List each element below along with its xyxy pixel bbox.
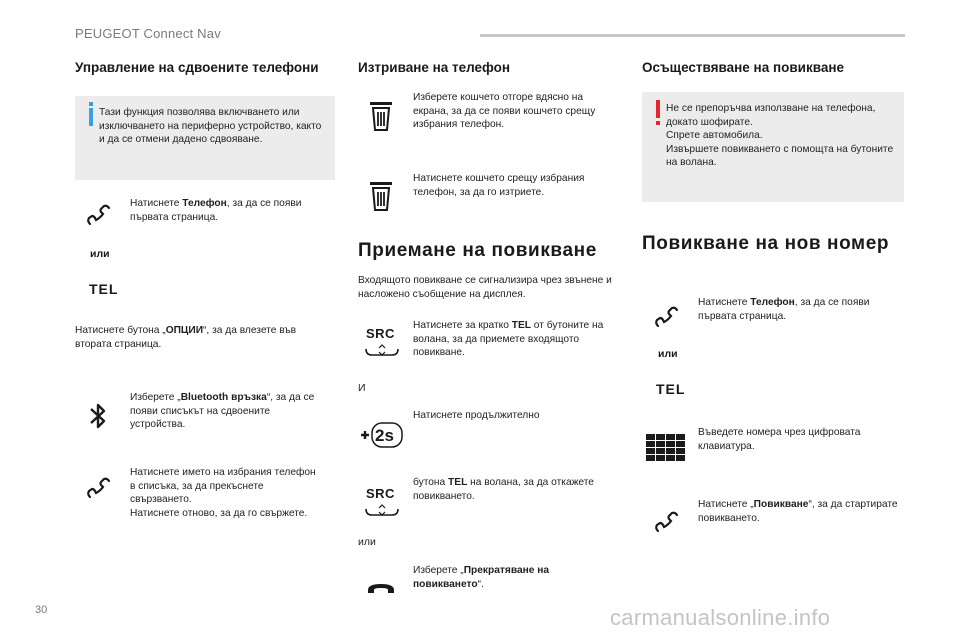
- phone-icon: [652, 510, 682, 534]
- keypad-icon: [646, 434, 686, 462]
- col3-warning-text: Не се препоръчва използване на телефона, докато шофирате. Спрете автомобила. Извършете повикването с помощта на бутоните на волана.: [666, 103, 894, 169]
- info-icon: [89, 108, 93, 126]
- col2-hold-text: Натиснете продължително: [413, 410, 540, 421]
- phone-icon: [652, 305, 682, 329]
- col2-accept-text: Натиснете за кратко TEL от бутоните на волана, за да приемете входящото повикване.: [413, 320, 604, 359]
- col3-tel-label: TEL: [656, 381, 686, 397]
- hang-up-icon: [366, 580, 396, 596]
- col1-step3: Изберете „Bluetooth връзка“, за да се появи списъкът на сдвоените устройства.: [130, 392, 315, 431]
- col2-and-label: И: [358, 382, 366, 394]
- col1-note-text: Тази функция позволява включването или изключването на периферно устройство, както и да се отмени дадено сдвояване.: [99, 107, 322, 146]
- trash-icon: [368, 100, 394, 132]
- col3-step1: Натиснете Телефон, за да се появи първата страница.: [698, 297, 870, 322]
- col1-heading: Управление на сдвоените телефони: [75, 60, 319, 75]
- col1-info-note: [75, 96, 335, 180]
- col3-warning-note: [642, 92, 904, 202]
- col2-heading2: Приемане на повикване: [358, 240, 597, 261]
- phone-icon: [84, 203, 114, 227]
- col3-keypad-text: Въведете номера чрез цифровата клавиатура.: [698, 427, 861, 452]
- bluetooth-icon: [88, 400, 108, 432]
- col2-end-text: Изберете „Прекратяване на повикването“.: [413, 565, 550, 590]
- col2-intro: Входящото повикване се сигнализира чрез звънене и насложено съобщение на дисплея.: [358, 275, 612, 300]
- col2-reject-text: бутона TEL на волана, за да откажете повикването.: [413, 477, 594, 502]
- col3-or-label: или: [658, 348, 678, 360]
- src-button-icon: [364, 343, 400, 357]
- src-button-icon: [364, 503, 400, 517]
- src-label: SRC: [366, 326, 395, 341]
- col1-step2: Натиснете бутона „ОПЦИИ“, за да влезете във втората страница.: [75, 325, 297, 350]
- col1-step4: Натиснете името на избрания телефон в списъка, за да прекъснете свързването. Натиснете отново, за да го свържете.: [130, 467, 316, 519]
- trash-icon: [368, 180, 394, 212]
- col1-or-label: или: [90, 248, 110, 260]
- svg-text:2s: 2s: [375, 426, 394, 445]
- col2-heading: Изтриване на телефон: [358, 60, 511, 75]
- col1-tel-label: TEL: [89, 281, 119, 297]
- col3-heading: Осъществяване на повикване: [642, 60, 845, 75]
- src-label: SRC: [366, 486, 395, 501]
- col1-step1: Натиснете Телефон, за да се появи първата страница.: [130, 198, 302, 223]
- header-divider: [480, 34, 905, 37]
- col2-delete-step1: Изберете кошчето отгоре вдясно на екрана, за да се появи кошчето срещу избрания телефон.: [413, 92, 596, 131]
- watermark: carmanualsonline.info: [610, 605, 831, 630]
- page-number: 30: [35, 604, 48, 616]
- col2-or-label: или: [358, 536, 376, 548]
- header-title: PEUGEOT Connect Nav: [75, 26, 221, 41]
- hold-2s-icon: [358, 420, 404, 450]
- col3-call-text: Натиснете „Повикване“, за да стартирате повикването.: [698, 499, 898, 524]
- col2-delete-step2: Натиснете кошчето срещу избрания телефон, за да го изтриете.: [413, 173, 585, 198]
- warning-icon: [656, 100, 660, 118]
- col3-heading2: Повикване на нов номер: [642, 233, 890, 254]
- phone-icon: [84, 476, 114, 500]
